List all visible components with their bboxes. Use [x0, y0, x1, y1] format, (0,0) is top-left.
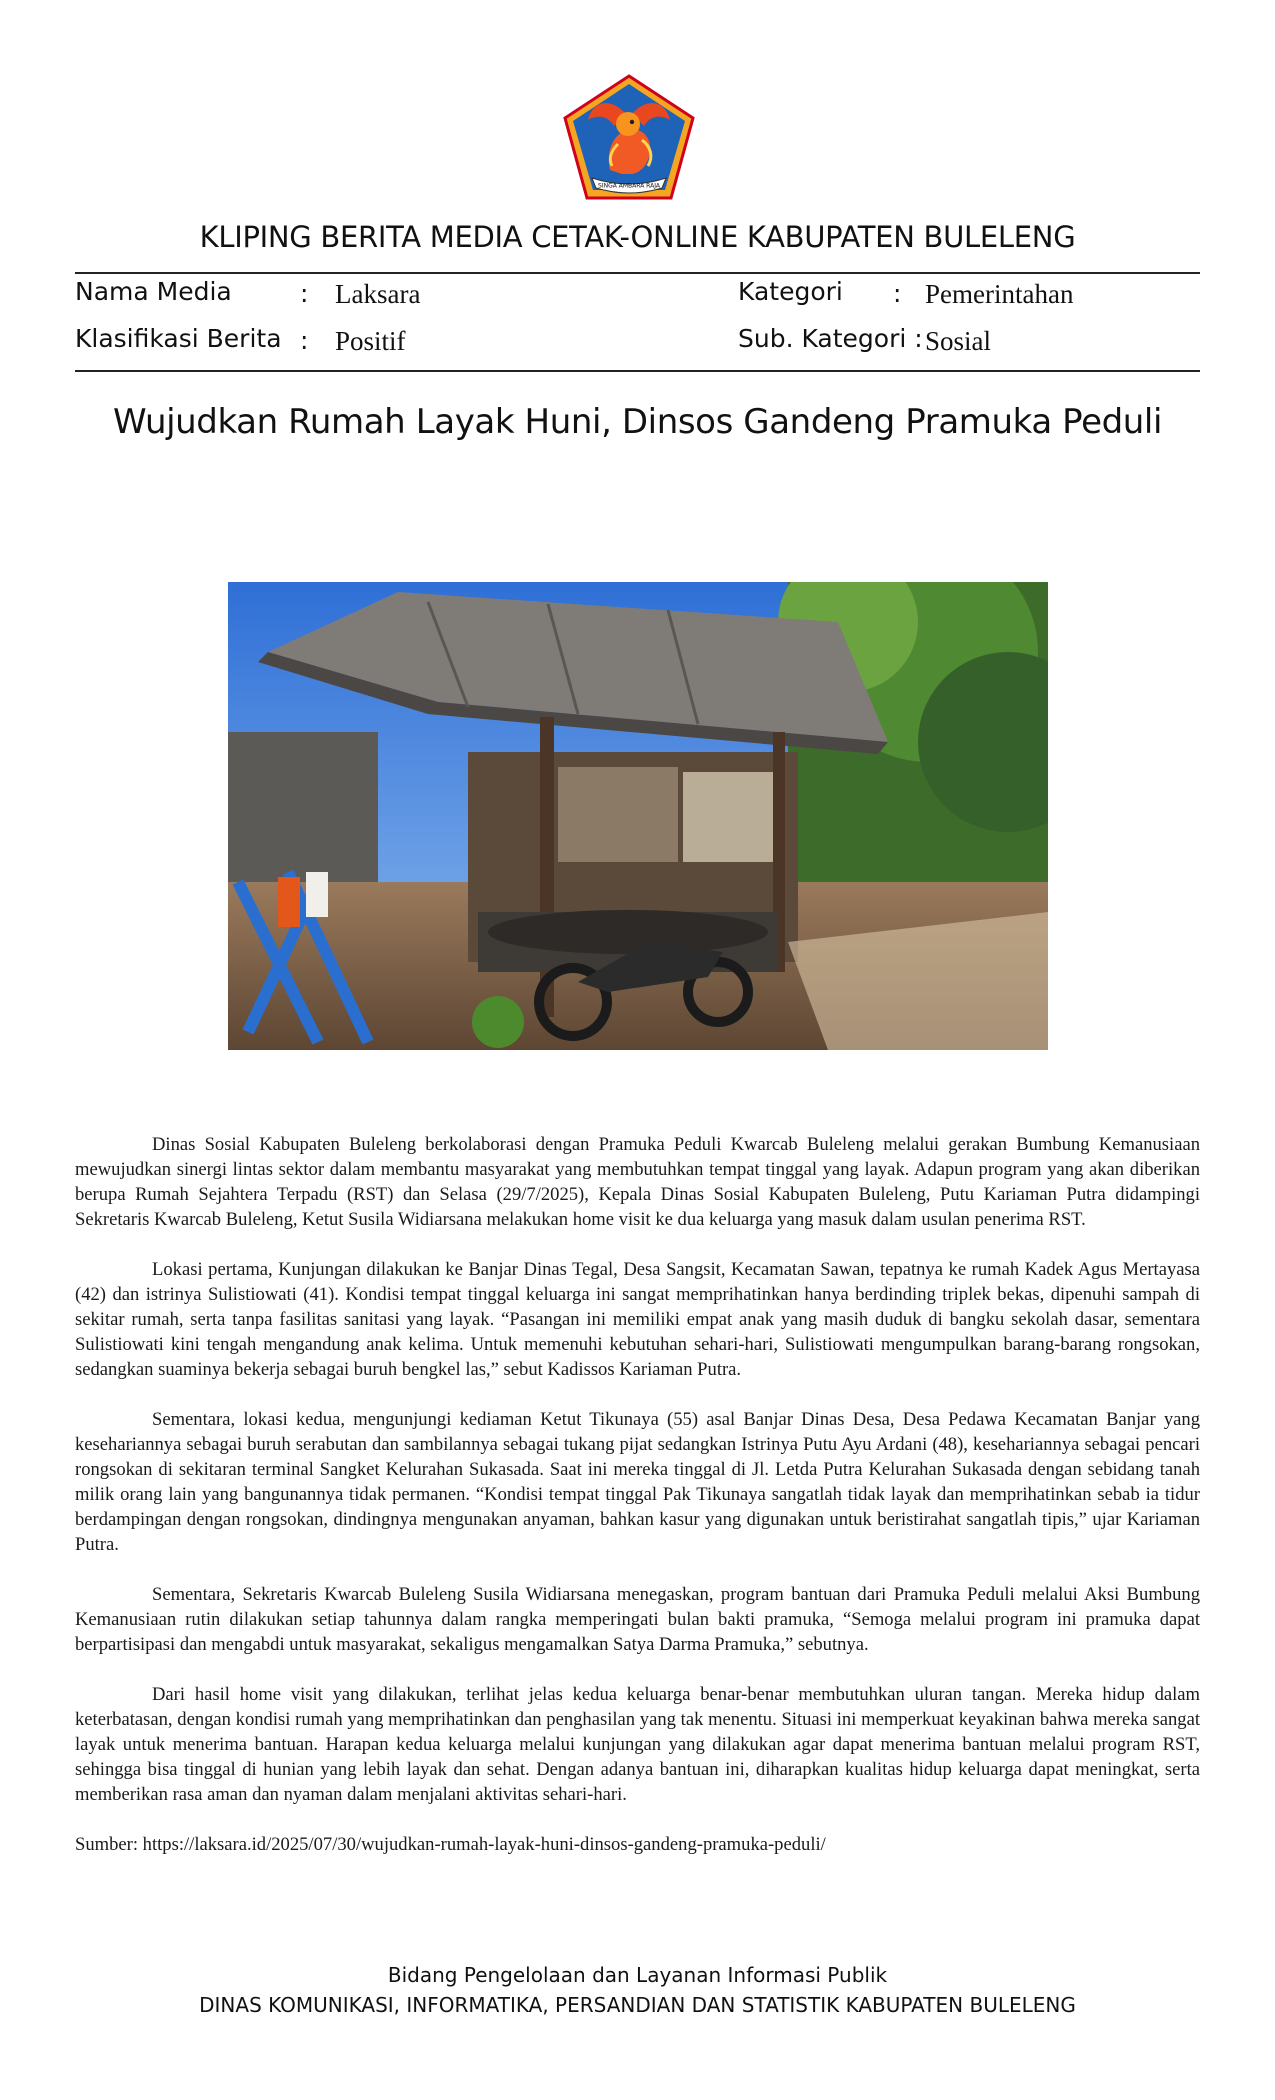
document-title: KLIPING BERITA MEDIA CETAK-ONLINE KABUPATEN BULELENG: [199, 220, 1076, 254]
article-paragraph: Dari hasil home visit yang dilakukan, terlihat jelas kedua keluarga benar-benar membutuhkan uluran tangan. Mereka hidup dalam keterbatasan, dengan kondisi rumah yang memprihatinkan dan penghasilan yang tak menentu. Situasi ini memperkuat keyakinan bahwa mereka sangat layak untuk menerima bantuan. Harapan kedua keluarga melalui kunjungan yang dilakukan agar dapat menerima bantuan melalui program RST, sehingga bisa tinggal di hunian yang lebih layak dan sehat. Dengan adanya bantuan ini, diharapkan kualitas hidup keluarga dapat meningkat, serta memberikan rasa aman dan nyaman dalam menjalani aktivitas sehari-hari.: [75, 1684, 1200, 1805]
category-label: Kategori: [738, 277, 843, 306]
classification-separator: :: [300, 326, 309, 355]
article-body: [75, 1132, 1200, 1882]
buleleng-regency-emblem-icon: [562, 74, 696, 200]
source-link[interactable]: Sumber: https://laksara.id/2025/07/30/wujudkan-rumah-layak-huni-dinsos-gandeng-pramuka-peduli/: [75, 1834, 826, 1855]
emblem-motto: SINGA AMBARA RAJA: [598, 182, 660, 190]
article-headline: Wujudkan Rumah Layak Huni, Dinsos Gandeng Pramuka Peduli: [112, 402, 1163, 442]
category-value: Pemerintahan: [925, 279, 1074, 309]
house-photo: [228, 582, 1048, 1050]
category-separator: :: [893, 279, 902, 308]
article-paragraph: Lokasi pertama, Kunjungan dilakukan ke Banjar Dinas Tegal, Desa Sangsit, Kecamatan Sawan, tepatnya ke rumah Kadek Agus Mertayasa (42) dan istrinya Sulistiowati (41). Kondisi tempat tinggal keluarga ini sangat memprihatinkan hanya berdinding triplek bekas, dipenuhi sampah di sekitar rumah, serta tanpa fasilitas sanitasi yang layak. “Pasangan ini memiliki empat anak yang masih duduk di bangku sekolah dasar, sementara Sulistiowati kini tengah mengandung anak kelima. Untuk memenuhi kebutuhan sehari-hari, Sulistiowati mengumpulkan barang-barang rongsokan, sedangkan suaminya bekerja sebagai buruh bengkel las,” sebut Kadissos Kariaman Putra.: [75, 1259, 1200, 1380]
top-divider: [75, 272, 1200, 274]
article-paragraph: Sementara, lokasi kedua, mengunjungi kediaman Ketut Tikunaya (55) asal Banjar Dinas Desa, Desa Pedawa Kecamatan Banjar yang kesehariannya sebagai buruh serabutan dan sambilannya sebagai tukang pijat sedangkan Istrinya Putu Ayu Ardani (48), kesehariannya sebagai pencari rongsokan di sekitaran terminal Sangket Kelurahan Sukasada. Saat ini mereka tinggal di Jl. Letda Putra Kelurahan Sukasada dengan sebidang tanah milik orang lain yang bangunannya tidak permanen. “Kondisi tempat tinggal Pak Tikunaya sangatlah tidak layak dan memprihatinkan sebab ia tidur berdampingan dengan rongsokan, dindingnya mengunakan anyaman, bahkan kasur yang digunakan untuk beristirahat sangatlah tipis,” ujar Kariaman Putra.: [75, 1409, 1200, 1555]
media-name-separator: :: [300, 279, 309, 308]
bottom-divider: [75, 370, 1200, 372]
classification-value: Positif: [335, 326, 406, 356]
media-name-value: Laksara: [335, 279, 421, 309]
subcategory-label: Sub. Kategori :: [738, 324, 923, 353]
article-paragraph: Dinas Sosial Kabupaten Buleleng berkolaborasi dengan Pramuka Peduli Kwarcab Buleleng melalui gerakan Bumbung Kemanusiaan mewujudkan sinergi lintas sektor dalam membantu masyarakat yang membutuhkan tempat tinggal yang layak. Adapun program yang akan diberikan berupa Rumah Sejahtera Terpadu (RST) dan Selasa (29/7/2025), Kepala Dinas Sosial Kabupaten Buleleng, Putu Kariaman Putra didampingi Sekretaris Kwarcab Buleleng, Ketut Susila Widiarsana melakukan home visit ke dua keluarga yang masuk dalam usulan penerima RST.: [75, 1134, 1200, 1230]
classification-label: Klasifikasi Berita: [75, 324, 282, 353]
media-name-label: Nama Media: [75, 277, 232, 306]
footer-agency: DINAS KOMUNIKASI, INFORMATIKA, PERSANDIAN DAN STATISTIK KABUPATEN BULELENG: [199, 1993, 1076, 2017]
article-paragraph: Sementara, Sekretaris Kwarcab Buleleng Susila Widiarsana menegaskan, program bantuan dari Pramuka Peduli melalui Aksi Bumbung Kemanusiaan rutin dilakukan setiap tahunnya dalam rangka memperingati bulan bakti pramuka, “Semoga melalui program ini pramuka dapat berpartisipasi dan mengabdi untuk masyarakat, sekaligus mengamalkan Satya Darma Pramuka,” sebutnya.: [75, 1584, 1200, 1655]
footer-department: Bidang Pengelolaan dan Layanan Informasi Publik: [387, 1963, 888, 1987]
subcategory-value: Sosial: [925, 326, 992, 356]
